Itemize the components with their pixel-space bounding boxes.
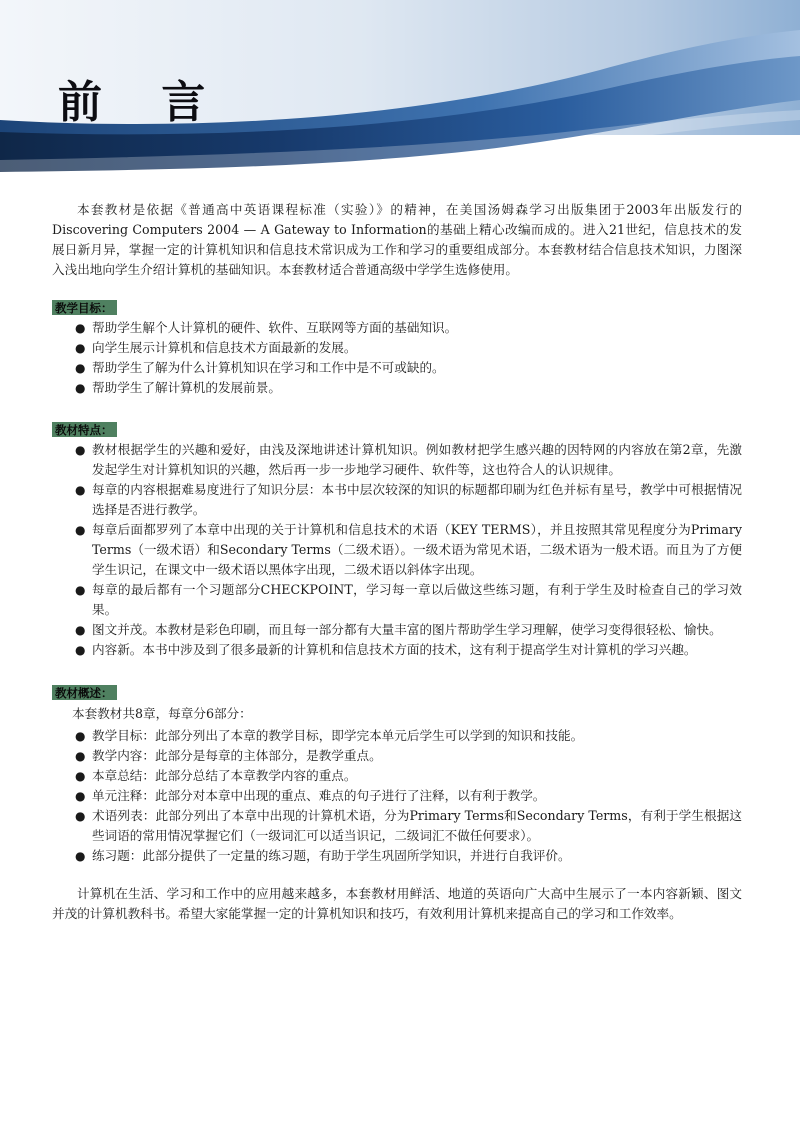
page-title: 前 言: [58, 77, 228, 128]
bullet-icon: ●: [75, 849, 86, 863]
overview-list: [52, 726, 742, 866]
list-item: ● 单元注释：此部分对本章中出现的重点、难点的句子进行了注释，以有利于教学。: [52, 786, 742, 806]
list-item: ● 每章后面都罗列了本章中出现的关于计算机和信息技术的术语（KEY TERMS），并且按照其常见程度分为Primary Terms（一级术语）和Secondary Terms（二级术语）。一级术语为常见术语，二级术语为一般术语。而且为了方便学生识记，在课文中一级术语以黑体字出现，二级术语以斜体字出现。: [75, 522, 742, 577]
list-item: ● 每章的内容根据难易度进行了知识分层：本书中层次较深的知识的标题都印刷为红色并标有星号，教学中可根据情况选择是否进行教学。: [75, 482, 742, 517]
features-list: [52, 440, 742, 660]
list-item: ● 教材根据学生的兴趣和爱好，由浅及深地讲述计算机知识。例如教材把学生感兴趣的因特网的内容放在第2章，先激发起学生对计算机知识的兴趣，然后再一步一步地学习硬件、软件等，这也符合人的认识规律。: [75, 442, 742, 477]
bullet-icon: ●: [75, 483, 86, 497]
preface-body: [52, 200, 742, 924]
list-item: ● 帮助学生了解计算机的发展前景。: [52, 378, 742, 398]
section-heading-goals: 教学目标：: [52, 300, 117, 315]
section-heading-overview: 教材概述：: [52, 685, 117, 700]
list-item: ● 练习题：此部分提供了一定量的练习题，有助于学生巩固所学知识，并进行自我评价。: [52, 846, 742, 866]
bullet-icon: ●: [75, 583, 86, 597]
bullet-icon: ●: [75, 443, 86, 457]
list-item: ● 教学目标：此部分列出了本章的教学目标，即学完本单元后学生可以学到的知识和技能。: [52, 726, 742, 746]
bullet-icon: ●: [75, 729, 86, 743]
goals-list: [52, 318, 742, 398]
section-overview: [52, 682, 742, 866]
list-item: ● 本章总结：此部分总结了本章教学内容的重点。: [52, 766, 742, 786]
bullet-icon: ●: [75, 623, 86, 637]
bullet-icon: ●: [75, 809, 86, 823]
bullet-icon: ●: [75, 643, 86, 657]
list-item: ● 教学内容：此部分是每章的主体部分，是教学重点。: [52, 746, 742, 766]
section-goals: [52, 297, 742, 398]
list-item: ● 帮助学生了解为什么计算机知识在学习和工作中是不可或缺的。: [52, 358, 742, 378]
list-item: ● 内容新。本书中涉及到了很多最新的计算机和信息技术方面的技术，这有利于提高学生对计算机的学习兴趣。: [52, 640, 742, 660]
section-heading-features: 教材特点：: [52, 422, 117, 437]
list-item: ● 向学生展示计算机和信息技术方面最新的发展。: [52, 338, 742, 358]
overview-lead: 本套教材共8章，每章分6部分：: [72, 706, 252, 721]
list-item: ● 术语列表：此部分列出了本章中出现的计算机术语，分为Primary Terms和Secondary Terms，有利于学生根据这些词语的常用情况掌握它们（一级词汇可以适当识记，二级词汇不做任何要求）。: [75, 808, 742, 843]
bullet-icon: ●: [75, 523, 86, 537]
list-item: ● 帮助学生解个人计算机的硬件、软件、互联网等方面的基础知识。: [52, 318, 742, 338]
bullet-icon: ●: [75, 769, 86, 783]
bullet-icon: ●: [75, 341, 86, 355]
list-item: ● 图文并茂。本教材是彩色印刷，而且每一部分都有大量丰富的图片帮助学生学习理解，使学习变得很轻松、愉快。: [52, 620, 742, 640]
intro-paragraph: 本套教材是依据《普通高中英语课程标准（实验）》的精神，在美国汤姆森学习出版集团于2003年出版发行的Discovering Computers 2004 — A Gateway to Information的基础上精心改编而成的。进入21世纪，信息技术的发展日新月异，掌握一定的计算机知识和信息技术常识成为工作和学习的重要组成部分。本套教材结合信息技术知识，力图深入浅出地向学生介绍计算机的基础知识。本套教材适合普通高级中学学生选修使用。: [52, 202, 742, 277]
bullet-icon: ●: [75, 749, 86, 763]
section-features: [52, 419, 742, 660]
closing-paragraph: 计算机在生活、学习和工作中的应用越来越多，本套教材用鲜活、地道的英语向广大高中生展示了一本内容新颖、图文并茂的计算机教科书。希望大家能掌握一定的计算机知识和技巧，有效利用计算机来提高自己的学习和工作效率。: [52, 886, 742, 921]
bullet-icon: ●: [75, 321, 86, 335]
bullet-icon: ●: [75, 789, 86, 803]
bullet-icon: ●: [75, 361, 86, 375]
bullet-icon: ●: [75, 381, 86, 395]
list-item: ● 每章的最后都有一个习题部分CHECKPOINT，学习每一章以后做这些练习题，有利于学生及时检查自己的学习效果。: [75, 582, 742, 617]
